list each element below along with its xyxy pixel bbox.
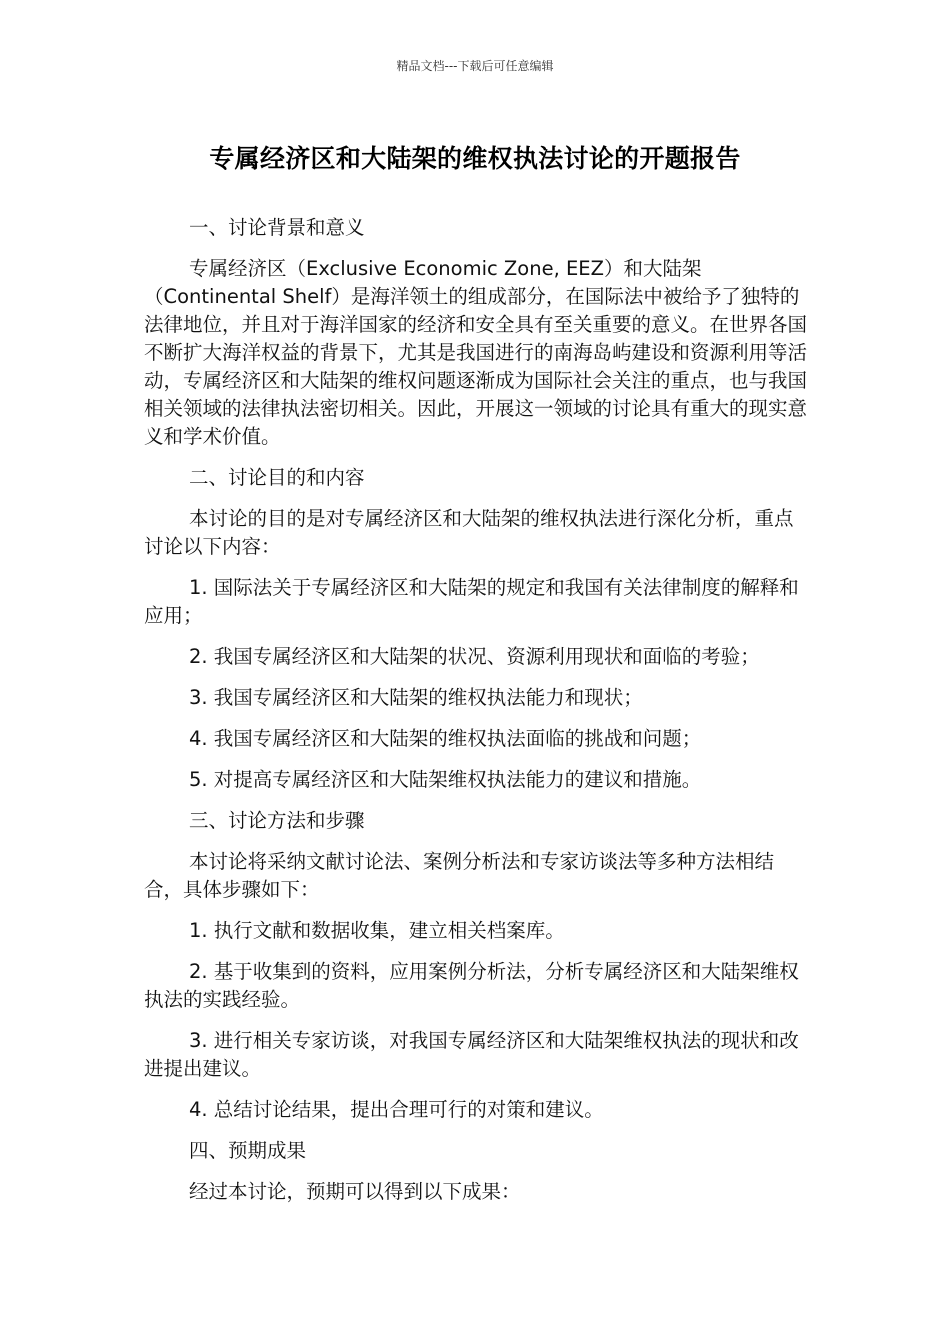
paragraph-background: 专属经济区（Exclusive Economic Zone, EEZ）和大陆架（Continental Shelf）是海洋领土的组成部分，在国际法中被给予了独特的法律地位，并且对于海洋国家的经济和安全具有至关重要的意义。在世界各国不断扩大海洋权益的背景下，尤其是我国进行的南海岛屿建设和资源利用等活动，专属经济区和大陆架的维权问题逐渐成为国际社会关注的重点，也与我国相关领域的法律执法密切相关。因此，开展这一领域的讨论具有重大的现实意义和学术价值。 [144,257,808,448]
paragraph-outcomes-intro: 经过本讨论，预期可以得到以下成果： [189,1180,521,1203]
list-item-purpose-4: 4. 我国专属经济区和大陆架的维权执法面临的挑战和问题； [189,727,702,750]
document-title: 专属经济区和大陆架的维权执法讨论的开题报告 [209,144,741,173]
paragraph-methods-intro: 本讨论将采纳文献讨论法、案例分析法和专家访谈法等多种方法相结合，具体步骤如下： [144,850,775,901]
document-body [144,214,808,1219]
section-heading-outcomes: 四、预期成果 [189,1139,307,1162]
list-item-step-4: 4. 总结讨论结果，提出合理可行的对策和建议。 [189,1098,604,1121]
section-heading-purpose: 二、讨论目的和内容 [189,466,365,489]
list-item-step-1: 1. 执行文献和数据收集，建立相关档案库。 [189,919,565,942]
list-item-purpose-1: 1. 国际法关于专属经济区和大陆架的规定和我国有关法律制度的解释和应用； [144,576,799,627]
paragraph-purpose-intro: 本讨论的目的是对专属经济区和大陆架的维权执法进行深化分析，重点讨论以下内容： [144,507,794,558]
section-heading-methods: 三、讨论方法和步骤 [189,809,365,832]
list-item-purpose-5: 5. 对提高专属经济区和大陆架维权执法能力的建议和措施。 [189,768,702,791]
list-item-step-2: 2. 基于收集到的资料，应用案例分析法，分析专属经济区和大陆架维权执法的实践经验。 [144,960,799,1011]
list-item-purpose-2: 2. 我国专属经济区和大陆架的状况、资源利用现状和面临的考验； [189,645,760,668]
list-item-purpose-3: 3. 我国专属经济区和大陆架的维权执法能力和现状； [189,686,643,709]
section-heading-background: 一、讨论背景和意义 [189,216,365,239]
list-item-step-3: 3. 进行相关专家访谈，对我国专属经济区和大陆架维权执法的现状和改进提出建议。 [144,1029,799,1080]
header-note: 精品文档---下载后可任意编辑 [396,59,554,73]
